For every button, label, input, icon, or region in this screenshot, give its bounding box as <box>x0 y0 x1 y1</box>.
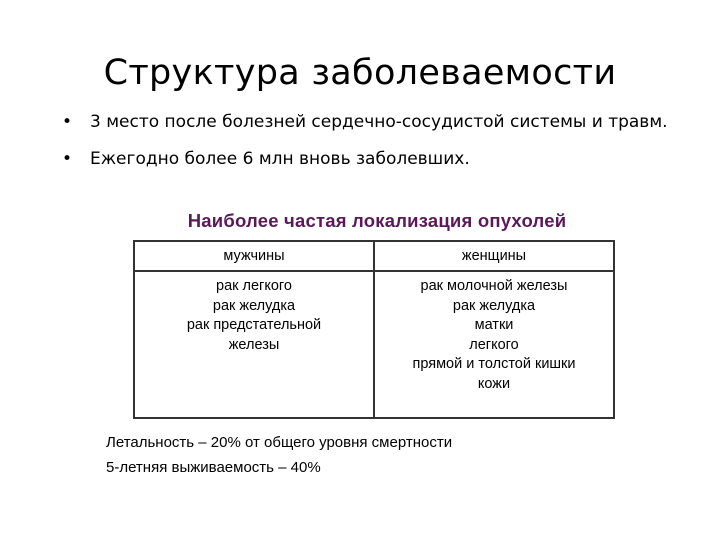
list-item: рак желудка <box>452 297 536 314</box>
list-item: рак легкого <box>216 278 292 294</box>
survival-note: 5-летняя выживаемость – 40% <box>106 459 321 476</box>
list-item: кожи <box>477 375 511 392</box>
women-cell <box>374 271 614 418</box>
list-item: прямой и толстой кишки <box>412 356 576 372</box>
list-item: железы <box>228 336 280 353</box>
bullet-marker: • <box>62 149 73 169</box>
bullet-marker: • <box>62 112 73 132</box>
mortality-note: Летальность – 20% от общего уровня смертности <box>106 434 453 451</box>
list-item: рак молочной железы <box>420 278 568 294</box>
column-header-men: мужчины <box>134 241 374 271</box>
list-item: легкого <box>469 336 519 353</box>
slide-title: Структура заболеваемости <box>103 53 617 93</box>
list-item: рак предстательной <box>186 317 322 333</box>
tumor-localization-table <box>133 240 615 419</box>
list-item: рак желудка <box>212 297 296 314</box>
bullet-text: Ежегодно более 6 млн вновь заболевших. <box>90 149 470 169</box>
table-heading: Наиболее частая локализация опухолей <box>187 210 567 231</box>
list-item: матки <box>474 317 514 333</box>
bullet-list <box>62 110 672 184</box>
bullet-item <box>62 110 672 135</box>
column-header-women: женщины <box>374 241 614 271</box>
table-row <box>134 271 614 418</box>
men-cell <box>134 271 374 418</box>
statistics-notes <box>106 430 452 480</box>
bullet-text: 3 место после болезней сердечно-сосудистой системы и травм. <box>90 112 668 132</box>
bullet-item <box>62 147 672 172</box>
table-header-row <box>134 241 614 271</box>
